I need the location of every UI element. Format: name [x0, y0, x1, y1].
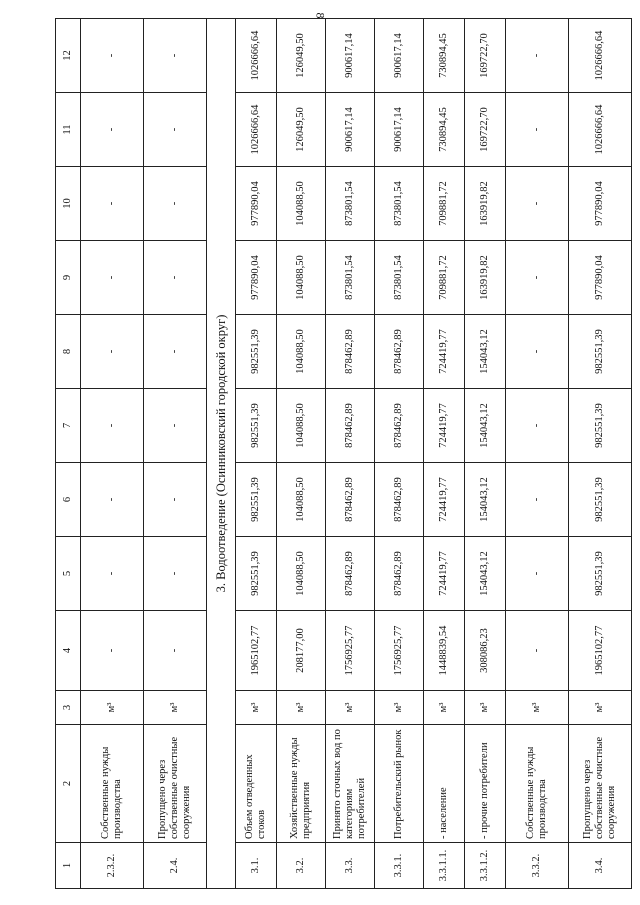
value-cell: - — [506, 389, 569, 463]
value-cell: 1965102,77 — [569, 611, 632, 691]
value-cell: 1026666,64 — [236, 19, 277, 93]
value-cell: 977890,04 — [236, 241, 277, 315]
value-cell: 982551,39 — [569, 463, 632, 537]
table-row — [326, 19, 375, 889]
value-cell: 724419,77 — [424, 537, 465, 611]
value-cell: 730894,45 — [424, 93, 465, 167]
value-cell: - — [144, 167, 207, 241]
value-cell: 982551,39 — [236, 315, 277, 389]
value-cell: - — [144, 315, 207, 389]
value-cell: - — [81, 611, 144, 691]
value-cell: 878462,89 — [375, 389, 424, 463]
row-number: 3.3.2. — [506, 843, 569, 889]
water-table — [55, 18, 632, 889]
value-cell: 208177,00 — [277, 611, 326, 691]
value-cell: 900617,14 — [326, 19, 375, 93]
value-cell: - — [506, 241, 569, 315]
value-cell: - — [506, 537, 569, 611]
header-row — [56, 19, 81, 889]
header-cell: 8 — [56, 315, 81, 389]
value-cell: 900617,14 — [326, 93, 375, 167]
header-cell: 7 — [56, 389, 81, 463]
value-cell: 878462,89 — [326, 463, 375, 537]
row-name: Объем отведенных стоков — [236, 725, 277, 843]
row-name: Собственные нужды производства — [506, 725, 569, 843]
value-cell: 163919,82 — [465, 241, 506, 315]
value-cell: 982551,39 — [236, 537, 277, 611]
value-cell: 977890,04 — [236, 167, 277, 241]
value-cell: 1965102,77 — [236, 611, 277, 691]
row-number: 3.3.1.2. — [465, 843, 506, 889]
value-cell: 1026666,64 — [236, 93, 277, 167]
value-cell: 1756925,77 — [375, 611, 424, 691]
table-row — [144, 19, 207, 889]
header-cell: 11 — [56, 93, 81, 167]
value-cell: 308086,23 — [465, 611, 506, 691]
row-number: 3.2. — [277, 843, 326, 889]
row-name: Пропущено через собственные очистные сооружения — [144, 725, 207, 843]
value-cell: 982551,39 — [569, 389, 632, 463]
value-cell: 724419,77 — [424, 315, 465, 389]
table-row — [569, 19, 632, 889]
row-unit: м³ — [424, 691, 465, 725]
value-cell: 873801,54 — [326, 241, 375, 315]
value-cell: 730894,45 — [424, 19, 465, 93]
table-row — [424, 19, 465, 889]
row-name: Хозяйственные нужды предприятия — [277, 725, 326, 843]
value-cell: - — [81, 19, 144, 93]
value-cell: 982551,39 — [236, 463, 277, 537]
table-row — [236, 19, 277, 889]
row-name: Собственные нужды производства — [81, 725, 144, 843]
table-row — [375, 19, 424, 889]
value-cell: - — [144, 537, 207, 611]
value-cell: - — [81, 241, 144, 315]
header-cell: 4 — [56, 611, 81, 691]
rotated-table-container — [55, 19, 618, 889]
value-cell: - — [144, 389, 207, 463]
value-cell: 724419,77 — [424, 463, 465, 537]
value-cell: - — [144, 241, 207, 315]
value-cell: 724419,77 — [424, 389, 465, 463]
value-cell: 169722,70 — [465, 19, 506, 93]
value-cell: 1448839,54 — [424, 611, 465, 691]
value-cell: 1026666,64 — [569, 93, 632, 167]
table-row — [277, 19, 326, 889]
value-cell: 126049,50 — [277, 19, 326, 93]
value-cell: 900617,14 — [375, 19, 424, 93]
row-name: Принято сточных вод по категориям потребителей — [326, 725, 375, 843]
value-cell: 709881,72 — [424, 241, 465, 315]
value-cell: 873801,54 — [326, 167, 375, 241]
row-unit: м³ — [326, 691, 375, 725]
section-row — [207, 19, 236, 889]
value-cell: 873801,54 — [375, 241, 424, 315]
header-cell: 3 — [56, 691, 81, 725]
row-number: 2.3.2. — [81, 843, 144, 889]
value-cell: 154043,12 — [465, 389, 506, 463]
row-number: 3.1. — [236, 843, 277, 889]
header-cell: 12 — [56, 19, 81, 93]
value-cell: 1026666,64 — [569, 19, 632, 93]
value-cell: 104088,50 — [277, 537, 326, 611]
value-cell: 169722,70 — [465, 93, 506, 167]
value-cell: - — [81, 537, 144, 611]
row-unit: м³ — [465, 691, 506, 725]
value-cell: 154043,12 — [465, 537, 506, 611]
table-row — [506, 19, 569, 889]
value-cell: 1756925,77 — [326, 611, 375, 691]
value-cell: 104088,50 — [277, 463, 326, 537]
value-cell: 878462,89 — [375, 537, 424, 611]
row-number: 3.3.1.1. — [424, 843, 465, 889]
value-cell: 977890,04 — [569, 241, 632, 315]
value-cell: 878462,89 — [326, 537, 375, 611]
value-cell: 154043,12 — [465, 315, 506, 389]
value-cell: 709881,72 — [424, 167, 465, 241]
table-row — [81, 19, 144, 889]
value-cell: 982551,39 — [569, 537, 632, 611]
value-cell: - — [144, 93, 207, 167]
value-cell: - — [81, 463, 144, 537]
header-cell: 10 — [56, 167, 81, 241]
value-cell: - — [81, 389, 144, 463]
value-cell: 104088,50 — [277, 241, 326, 315]
value-cell: - — [144, 463, 207, 537]
row-unit: м³ — [375, 691, 424, 725]
row-unit: м³ — [81, 691, 144, 725]
value-cell: - — [506, 167, 569, 241]
row-number: 3.4. — [569, 843, 632, 889]
row-unit: м³ — [506, 691, 569, 725]
value-cell: - — [506, 315, 569, 389]
header-cell: 2 — [56, 725, 81, 843]
row-unit: м³ — [569, 691, 632, 725]
value-cell: 982551,39 — [569, 315, 632, 389]
table-row — [465, 19, 506, 889]
value-cell: - — [506, 93, 569, 167]
value-cell: 982551,39 — [236, 389, 277, 463]
header-cell: 9 — [56, 241, 81, 315]
value-cell: 878462,89 — [375, 315, 424, 389]
section-title: 3. Водоотведение (Осинниковский городской округ) — [207, 19, 236, 889]
page-number: 8 — [313, 12, 328, 19]
value-cell: - — [506, 19, 569, 93]
value-cell: - — [81, 93, 144, 167]
row-unit: м³ — [144, 691, 207, 725]
value-cell: 873801,54 — [375, 167, 424, 241]
value-cell: 977890,04 — [569, 167, 632, 241]
row-number: 2.4. — [144, 843, 207, 889]
value-cell: - — [81, 315, 144, 389]
value-cell: 104088,50 — [277, 167, 326, 241]
row-name: - прочие потребители — [465, 725, 506, 843]
row-name: Пропущено через собственные очистные сооружения — [569, 725, 632, 843]
value-cell: - — [506, 611, 569, 691]
row-unit: м³ — [277, 691, 326, 725]
value-cell: 163919,82 — [465, 167, 506, 241]
value-cell: 104088,50 — [277, 315, 326, 389]
row-name: Потребительский рынок — [375, 725, 424, 843]
row-number: 3.3.1. — [375, 843, 424, 889]
value-cell: 154043,12 — [465, 463, 506, 537]
value-cell: - — [506, 463, 569, 537]
value-cell: 126049,50 — [277, 93, 326, 167]
row-unit: м³ — [236, 691, 277, 725]
value-cell: - — [81, 167, 144, 241]
value-cell: 878462,89 — [326, 389, 375, 463]
value-cell: 878462,89 — [375, 463, 424, 537]
value-cell: 878462,89 — [326, 315, 375, 389]
row-number: 3.3. — [326, 843, 375, 889]
value-cell: 104088,50 — [277, 389, 326, 463]
header-cell: 6 — [56, 463, 81, 537]
value-cell: - — [144, 19, 207, 93]
value-cell: 900617,14 — [375, 93, 424, 167]
header-cell: 5 — [56, 537, 81, 611]
value-cell: - — [144, 611, 207, 691]
row-name: - население — [424, 725, 465, 843]
header-cell: 1 — [56, 843, 81, 889]
